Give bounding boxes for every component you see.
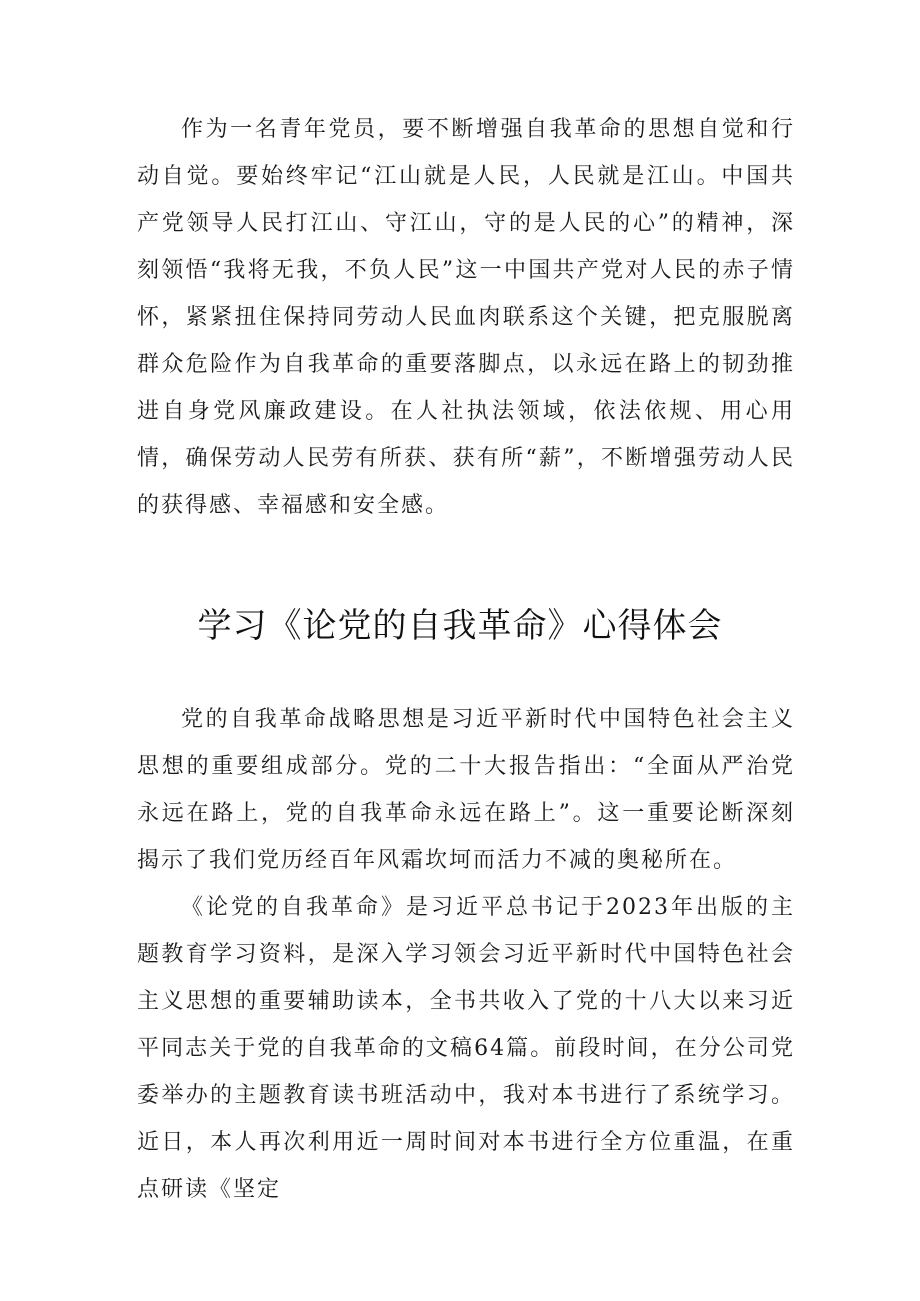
paragraph-strategic-thought: 党的自我革命战略思想是习近平新时代中国特色社会主义思想的重要组成部分。党的二十大报告指出：“全面从严治党永远在路上，党的自我革命永远在路上”。这一重要论断深刻揭示了我们党历经百年风霜坎坷而活力不减的奥秘所在。: [137, 707, 795, 873]
body-text-upper: [137, 106, 795, 529]
paragraph-youth-party-member: 作为一名青年党员，要不断增强自我革命的思想自觉和行动自觉。要始终牢记“江山就是人民，人民就是江山。中国共产党领导人民打江山、守江山，守的是人民的心”的精神，深刻领悟“我将无我，不负人民”这一中国共产党对人民的赤子情怀，紧紧扭住保持同劳动人民血肉联系这个关键，把克服脱离群众危险作为自我革命的重要落脚点，以永远在路上的韧劲推进自身党风廉政建设。在人社执法领域，依法依规、用心用情，确保劳动人民劳有所获、获有所“薪”，不断增强劳动人民的获得感、幸福感和安全感。: [137, 117, 795, 518]
body-text-lower: [137, 696, 795, 1213]
paragraph-book-introduction: 《论党的自我革命》是习近平总书记于2023年出版的主题教育学习资料，是深入学习领会习近平新时代中国特色社会主义思想的重要辅助读本，全书共收入了党的十八大以来习近平同志关于党的自我革命的文稿64篇。前段时间，在分公司党委举办的主题教育读书班活动中，我对本书进行了系统学习。近日，本人再次利用近一周时间对本书进行全方位重温，在重点研读《坚定: [137, 895, 795, 1202]
document-title: 学习《论党的自我革命》心得体会: [197, 606, 723, 646]
